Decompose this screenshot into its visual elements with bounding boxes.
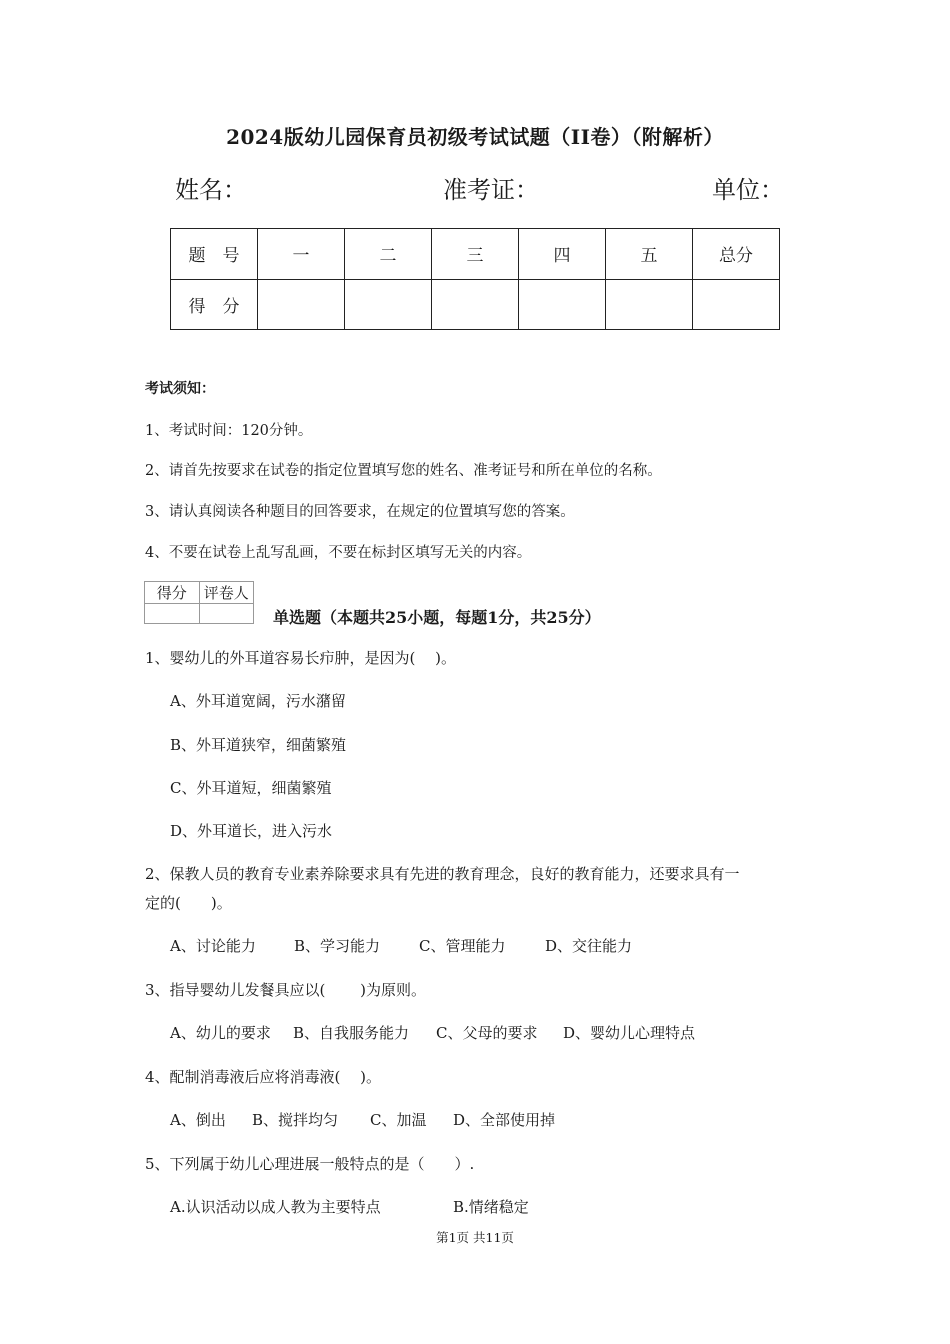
score-header-cell: 五 bbox=[606, 229, 693, 280]
page-footer: 第1页 共11页 bbox=[436, 1230, 514, 1245]
note-item: 1、考试时间：120分钟。 bbox=[145, 423, 313, 439]
name-label: 姓名： bbox=[175, 176, 247, 204]
score-header-cell: 一 bbox=[258, 229, 345, 280]
question-4-stem: 4、配制消毒液后应将消毒液( )。 bbox=[145, 1068, 382, 1086]
score-header-cell: 总分 bbox=[693, 229, 780, 280]
question-2-option-a[interactable]: A、讨论能力 bbox=[170, 937, 256, 955]
grader-box bbox=[144, 581, 254, 624]
unit-label: 单位： bbox=[712, 176, 784, 204]
question-1-option-a[interactable]: A、外耳道宽阔，污水潴留 bbox=[170, 692, 346, 710]
question-4-option-d[interactable]: D、全部使用掉 bbox=[453, 1111, 556, 1129]
score-header-cell: 题 号 bbox=[171, 229, 258, 280]
grader-score-label: 得分 bbox=[145, 582, 200, 604]
score-cell[interactable] bbox=[432, 279, 519, 330]
note-item: 3、请认真阅读各种题目的回答要求，在规定的位置填写您的答案。 bbox=[145, 504, 575, 520]
grader-name-cell[interactable] bbox=[199, 604, 254, 624]
page-title: 2024版幼儿园保育员初级考试试题（II卷）（附解析） bbox=[226, 125, 724, 149]
score-cell[interactable] bbox=[258, 279, 345, 330]
exam-id-label: 准考证： bbox=[443, 176, 539, 204]
score-table-score-row bbox=[171, 279, 780, 330]
question-2-option-d[interactable]: D、交往能力 bbox=[545, 937, 633, 955]
grader-score-cell[interactable] bbox=[145, 604, 200, 624]
grader-name-label: 评卷人 bbox=[199, 582, 254, 604]
question-2-stem-line-1: 2、保教人员的教育专业素养除要求具有先进的教育理念，良好的教育能力，还要求具有一 bbox=[145, 865, 740, 883]
question-5-option-a[interactable]: A.认识活动以成人教为主要特点 bbox=[170, 1198, 381, 1216]
score-row-label: 得 分 bbox=[171, 279, 258, 330]
score-table bbox=[170, 228, 780, 330]
question-1-option-b[interactable]: B、外耳道狭窄，细菌繁殖 bbox=[170, 736, 347, 754]
question-1-option-d[interactable]: D、外耳道长，进入污水 bbox=[170, 822, 333, 840]
score-cell[interactable] bbox=[606, 279, 693, 330]
question-1-option-c[interactable]: C、外耳道短，细菌繁殖 bbox=[170, 779, 332, 797]
question-4-option-c[interactable]: C、加温 bbox=[370, 1111, 427, 1129]
score-header-cell: 三 bbox=[432, 229, 519, 280]
question-4-option-a[interactable]: A、倒出 bbox=[170, 1111, 226, 1129]
question-2-stem-line-2: 定的( )。 bbox=[145, 894, 232, 912]
question-5-option-b[interactable]: B.情绪稳定 bbox=[453, 1198, 529, 1216]
question-1-stem: 1、婴幼儿的外耳道容易长疖肿，是因为( )。 bbox=[145, 649, 457, 667]
score-header-cell: 二 bbox=[345, 229, 432, 280]
score-cell[interactable] bbox=[345, 279, 432, 330]
question-5-stem: 5、下列属于幼儿心理进展一般特点的是（ ）. bbox=[145, 1155, 475, 1173]
score-cell[interactable] bbox=[693, 279, 780, 330]
question-3-option-a[interactable]: A、幼儿的要求 bbox=[170, 1024, 271, 1042]
question-3-option-d[interactable]: D、婴幼儿心理特点 bbox=[563, 1024, 696, 1042]
notes-heading: 考试须知： bbox=[145, 381, 215, 397]
question-3-option-c[interactable]: C、父母的要求 bbox=[436, 1024, 538, 1042]
score-table-header-row bbox=[171, 229, 780, 280]
section-title: 单选题（本题共25小题，每题1分，共25分） bbox=[273, 608, 601, 627]
question-2-option-b[interactable]: B、学习能力 bbox=[294, 937, 381, 955]
question-3-option-b[interactable]: B、自我服务能力 bbox=[293, 1024, 410, 1042]
question-2-option-c[interactable]: C、管理能力 bbox=[419, 937, 506, 955]
question-3-stem: 3、指导婴幼儿发餐具应以( )为原则。 bbox=[145, 981, 427, 999]
question-4-option-b[interactable]: B、搅拌均匀 bbox=[252, 1111, 339, 1129]
score-cell[interactable] bbox=[519, 279, 606, 330]
note-item: 2、请首先按要求在试卷的指定位置填写您的姓名、准考证号和所在单位的名称。 bbox=[145, 463, 662, 479]
score-header-cell: 四 bbox=[519, 229, 606, 280]
note-item: 4、不要在试卷上乱写乱画，不要在标封区填写无关的内容。 bbox=[145, 545, 532, 561]
